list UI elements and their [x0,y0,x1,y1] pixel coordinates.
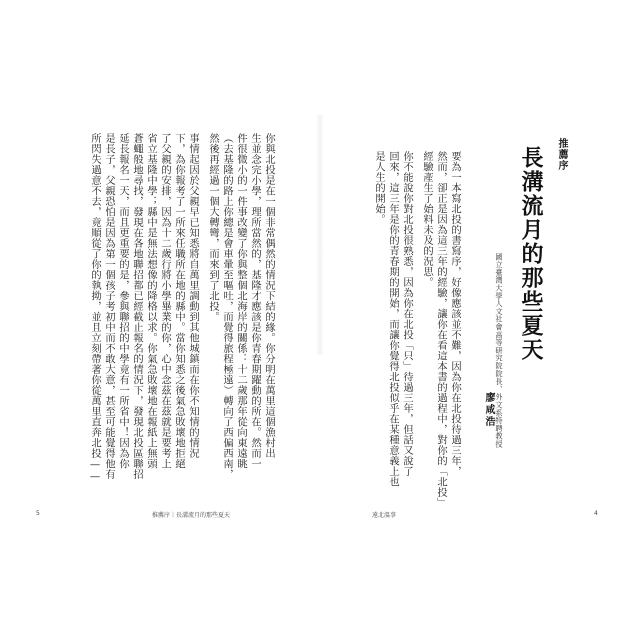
running-head: 推薦序｜長溝流月的那些夏天 [152,512,231,519]
author-name: 廖咸浩 [483,392,494,428]
body-column: 所閃失過意不去，竟順從了你的執拗，並且立刻帶著你從萬里直奔北投—— [89,133,101,483]
body-column: 了父親的安排，因為十二歲行將小學畢業的你，心中念茲在茲就是要考上 [159,133,171,469]
page-number: 4 [594,510,598,517]
body-column: 回來，這三年是你的青春期的開始，而讓你覺得北投似乎在某種意義上也 [387,151,399,487]
running-head: 遠北溫事 [372,512,397,519]
body-column: 然而，卻正是因為這三年的經驗，讓你在看這本書的過程中，對你的「北投」 [435,151,447,508]
body-column: 要為一本寫北投的書寫序，好像應該並不難，因為你在北投待過三年， [449,151,461,477]
body-column: 件很微小的一件事改變了你與整個北海岸的關係：十二歲那年從向東遠眺 [235,133,247,469]
body-column: 是長子，父親恐怕是因為第一個孩子考初中而不敢大意，甚至可能覺得他有 [103,133,115,480]
body-column: 經驗產生了始料未及的況思。 [421,151,433,288]
body-column: 你不能說你對北投很熟悉，因為你在北投「只」待過三年，但話又說了 [401,151,413,477]
gutter [316,115,324,355]
body-column: 蒼蠅般地尋找，發現在各地聯招都已經截止報名的情況下，發現北投區聯招 [131,133,143,480]
chapter-title: 長溝流月的那些夏天 [518,146,544,362]
body-column: 事情起因於父親早已知悉將自萬里調動到其他城鎮而在你不知情的情況 [187,133,199,459]
author-affiliation: 國立臺灣大學人文社會高等研究院院長、外文系特聘教授 [495,253,504,448]
page-number: 5 [36,510,40,517]
body-column: 你與北投是在一個非常偶然的情況下結的緣。你分明在萬里這個漁村出 [263,133,275,459]
body-column: 是人生的開始。 [373,151,385,225]
body-column: 省立基隆中學；縣中是無法想像的降格以求。你氣急敗壞地在報紙上無頭 [145,133,157,469]
right-page [324,0,620,640]
section-label: 推薦序 [556,138,567,171]
body-column: 延長報名一天，而且更重要的是，參與聯招的中學竟有一所省中！因為你 [117,133,129,469]
body-column: 然後再經過一個大轉彎，而來到了北投。 [207,133,219,322]
body-column: （去基隆的路上你總是會車暈至嘔吐，而覺得旅程極遠）轉向了西偏西南， [221,133,233,480]
body-column: 下，為你報考了一所來任職所在地的縣中。當你知悉之後氣急敗壞地拒絕 [173,133,185,469]
left-page [20,0,316,640]
body-column: 生並念完小學，理所當然的，基隆才應該是你青春期躍動的所在。然而一 [249,133,261,469]
